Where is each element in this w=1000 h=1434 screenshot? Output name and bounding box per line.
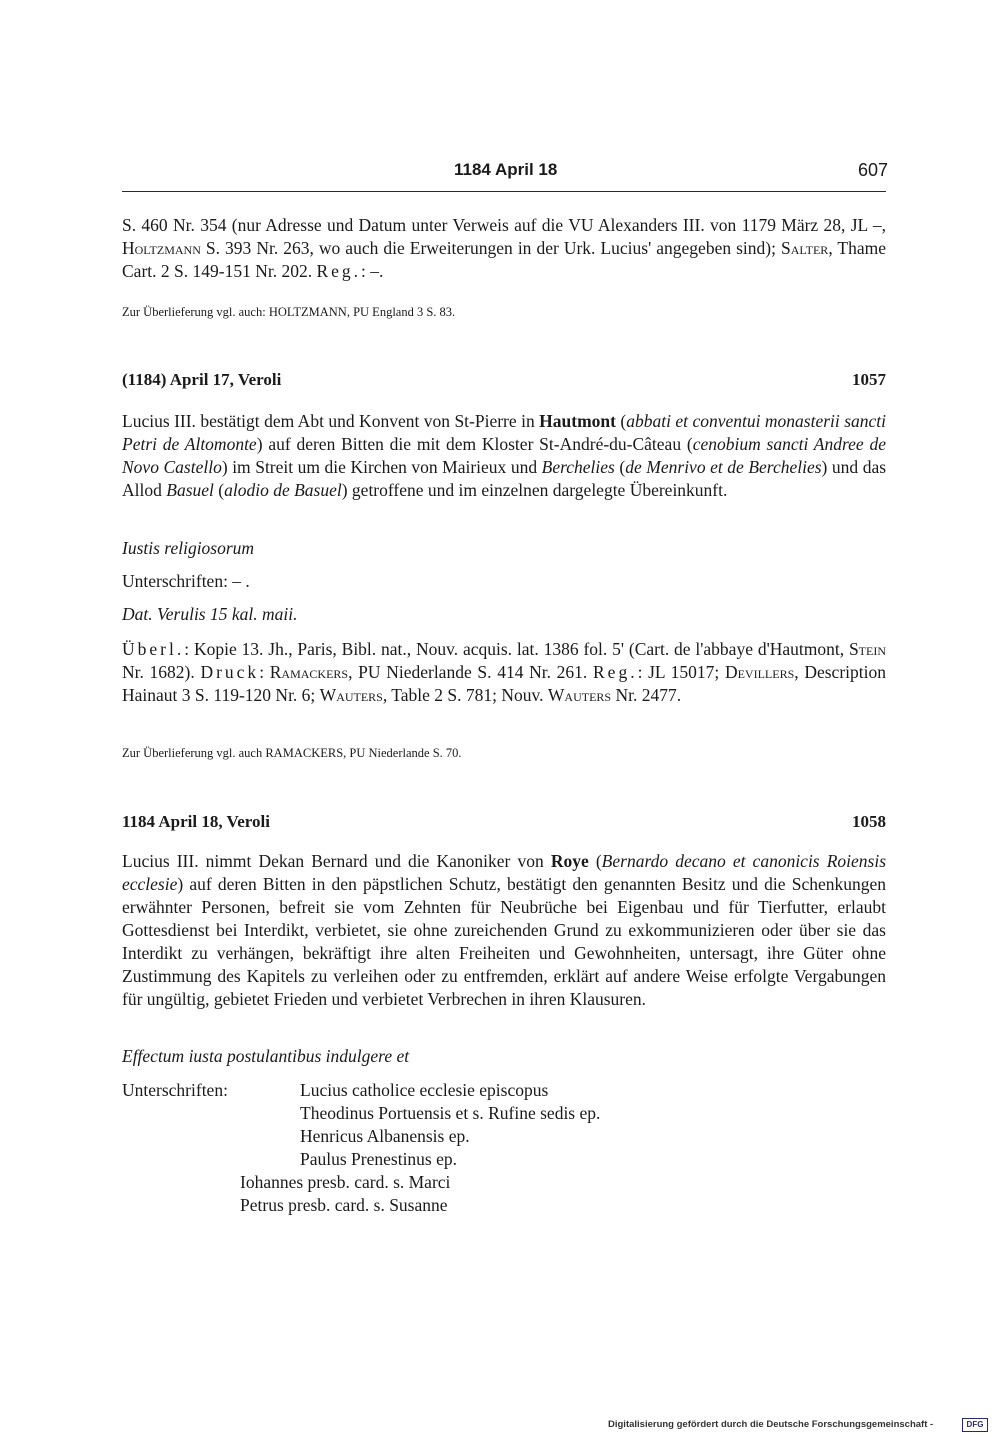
entry-1057-apparatus: Überl.: Kopie 13. Jh., Paris, Bibl. nat., Nouv. acquis. lat. 1386 fol. 5' (Cart. de l'abbaye d'Hautmont, Stein Nr. 1682). Druck: Ramackers, PU Niederlande S. 414 Nr. 261. Reg.: JL 15017; Devillers, Description Hainaut 3 S. 119-120 Nr. 6; Wauters, Table 2 S. 781; Nouv. Wauters Nr. 2477. <box>122 639 886 705</box>
header-rule <box>122 191 886 192</box>
druck-label: Druck <box>200 662 260 682</box>
signatory: Theodinus Portuensis et s. Rufine sedis ep. <box>300 1103 601 1123</box>
author-salter: Salter <box>781 238 829 258</box>
uberl-label: Überl. <box>122 639 185 659</box>
author-holtzmann: Holtzmann <box>122 238 201 258</box>
footer-credit: Digitalisierung gefördert durch die Deutsche Forschungsgemeinschaft - <box>608 1419 934 1430</box>
entry-1057-incipit: Iustis religiosorum <box>122 538 255 558</box>
entry-1057-summary: Lucius III. bestätigt dem Abt und Konvent von St-Pierre in Hautmont (abbati et conventui monasterii sancti Petri de Altomonte) auf deren Bitten die mit dem Kloster St-André-du-Câteau (cenobium sancti Andree de Novo Castello) im Streit um die Kirchen von Mairieux und Berchelies (de Menrivo et de Berchelies) und das Allod Basuel (alodio de Basuel) getroffene und im einzelnen dargelegte Übereinkunft. <box>122 411 887 500</box>
signatures-label: Unterschriften: <box>122 1080 228 1100</box>
entry-1057-dating: Dat. Verulis 15 kal. maii. <box>122 604 298 624</box>
signatory: Henricus Albanensis ep. <box>300 1126 470 1146</box>
signatory: Iohannes presb. card. s. Marci <box>240 1172 451 1192</box>
signatory: Paulus Prenestinus ep. <box>300 1149 458 1169</box>
page-number: 607 <box>858 160 889 180</box>
place-roye: Roye <box>550 851 589 871</box>
entry-1057-number: 1057 <box>852 370 886 389</box>
entry-1058-summary: Lucius III. nimmt Dekan Bernard und die Kanoniker von Roye (Bernardo decano et canonicis Roiensis ecclesie) auf deren Bitten in den päpstlichen Schutz, bestätigt den genannten Besitz und die Schenkungen erwähnter Personen, befreit sie vom Zehnten für Neubrüche bei Eigenbau und für Tierfutter, erlaubt Gottesdienst bei Interdikt, verbietet, sie ohne zureichenden Grund zu exkommunizieren oder über sie das Interdikt zu verhängen, bekräftigt ihre alten Freiheiten und Gewohnheiten, untersagt, ihre Güter ohne Zustimmung des Kapitels zu verleihen oder zu entfremden, erklärt auf andere Weise erfolgte Vergabungen für ungültig, gebietet Frieden und verbietet Verbrechen in ihren Klausuren. <box>122 851 887 1009</box>
entry-1058-heading <box>122 812 886 832</box>
previous-entry-continuation: S. 460 Nr. 354 (nur Adresse und Datum unter Verweis auf die VU Alexanders III. von 1179 März 28, JL –, Holtzmann S. 393 Nr. 263, wo auch die Erweiterungen in der Urk. Lucius' angegeben sind); Salter, Thame Cart. 2 S. 149-151 Nr. 202. Reg.: –. <box>122 215 886 281</box>
entry-1057-note: Zur Überlieferung vgl. auch RAMACKERS, PU Niederlande S. 70. <box>122 746 462 760</box>
place-hautmont: Hautmont <box>539 411 616 431</box>
entry-1057-date: (1184) April 17, Veroli <box>122 370 282 389</box>
entry-1058-date: 1184 April 18, Veroli <box>122 812 270 831</box>
running-title: 1184 April 18 <box>454 160 558 179</box>
reg-label: Reg. <box>593 662 638 682</box>
signatory: Petrus presb. card. s. Susanne <box>240 1195 448 1215</box>
previous-entry-note: Zur Überlieferung vgl. auch: HOLTZMANN, PU England 3 S. 83. <box>122 305 456 319</box>
reg-label: Reg. <box>316 261 362 281</box>
entry-1057-heading <box>122 370 886 390</box>
entry-1057-signatures: Unterschriften: – . <box>122 571 250 591</box>
dfg-logo: DFG <box>962 1418 988 1432</box>
entry-1058-number: 1058 <box>852 812 886 831</box>
entry-1058-incipit: Effectum iusta postulantibus indulgere et <box>122 1046 410 1066</box>
signatory: Lucius catholice ecclesie episcopus <box>300 1080 549 1100</box>
